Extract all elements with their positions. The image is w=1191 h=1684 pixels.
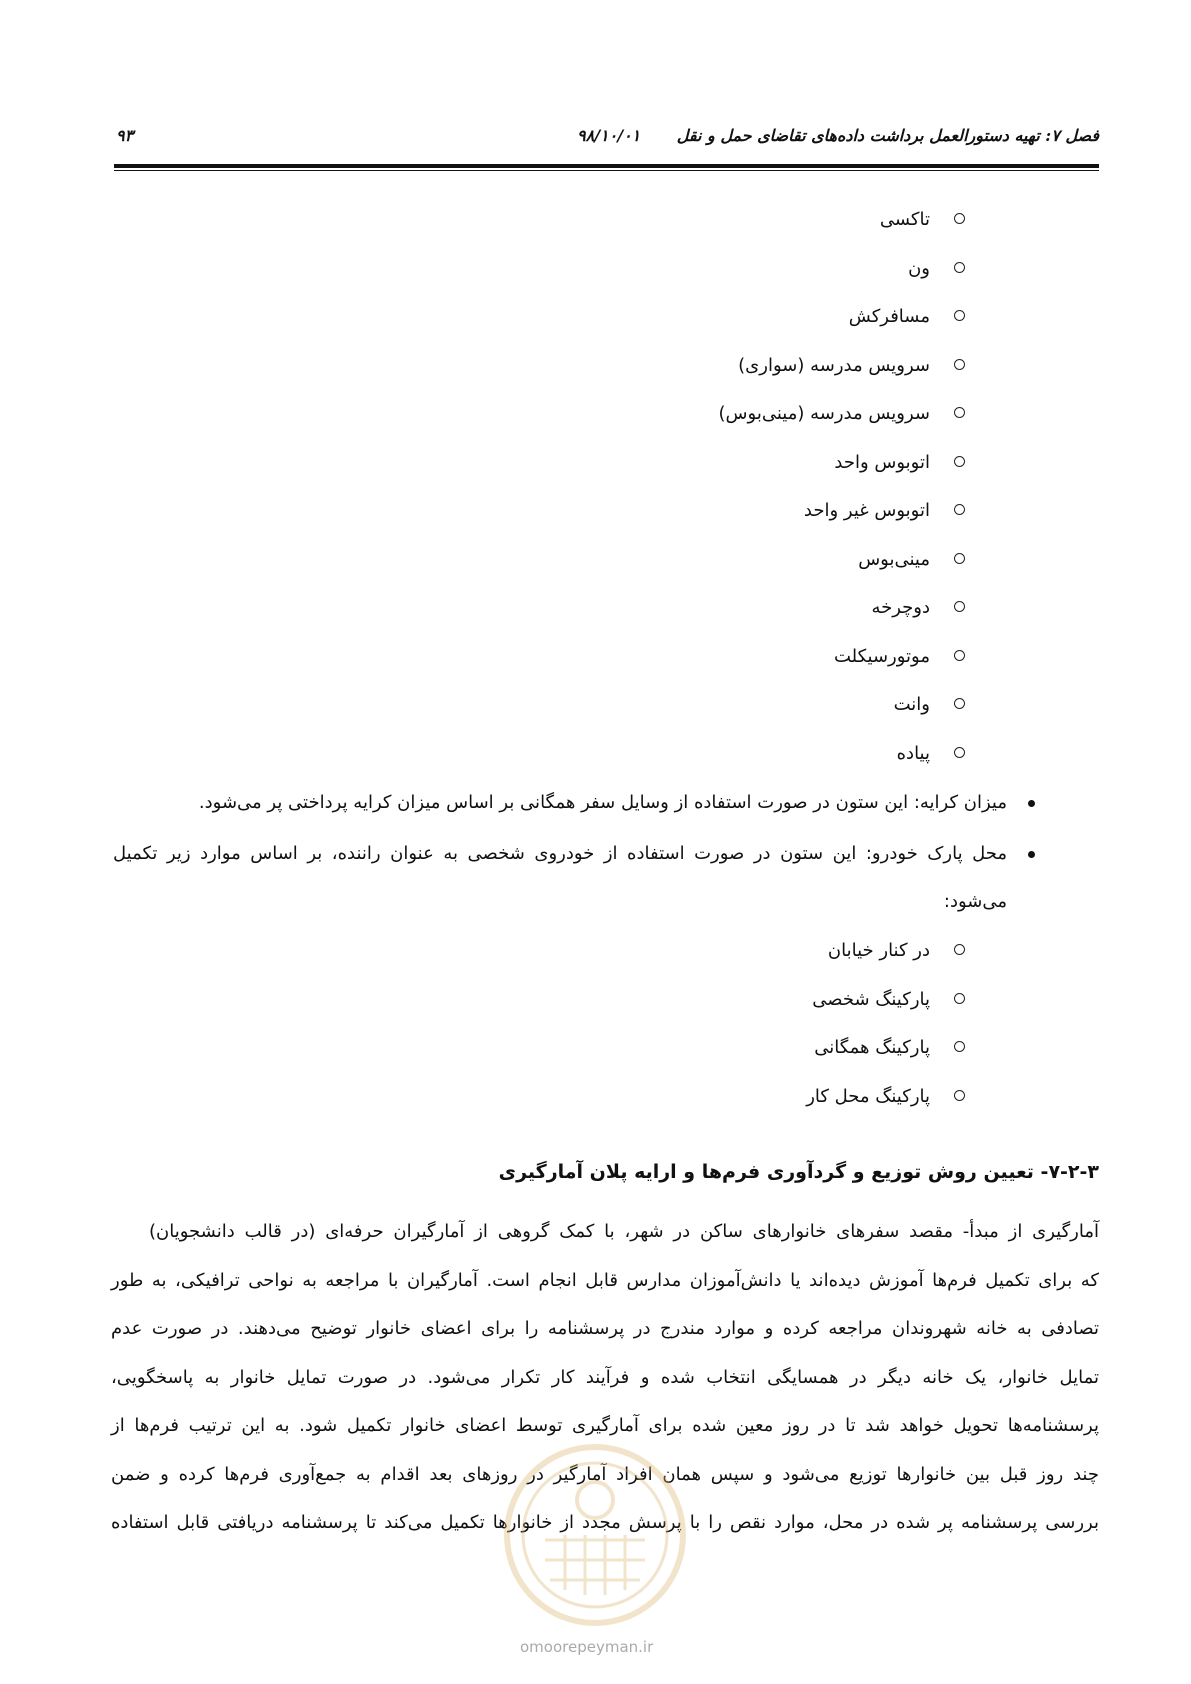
body-line: پرسشنامه‌ها تحویل خواهد شد تا در روز معین شده برای آمارگیری توسط اعضای خانوار تکمیل شود. به این ترتیب فرم‌ها از (111, 1415, 1099, 1436)
circle-bullet-icon (954, 213, 965, 224)
chapter-title: فصل ۷: تهیه دستورالعمل برداشت داده‌های تقاضای حمل و نقل (676, 126, 1099, 145)
watermark-site: omoorepeyman.ir (520, 1638, 654, 1656)
section-heading: ۷-۲-۳- تعیین روش توزیع و گردآوری فرم‌ها و ارایه پلان آمارگیری (498, 1161, 1099, 1183)
body-line: تصادفی به خانه شهروندان مراجعه کرده و موارد مندرج در پرسشنامه را برای اعضای خانوار توضیح می‌دهند. در صورت عدم (111, 1318, 1099, 1339)
body-line: تمایل خانوار، یک خانه دیگر در همسایگی انتخاب شده و فرآیند کار تکرار می‌شود. در صورت تمایل خانوار به پاسخگویی، (111, 1367, 1099, 1388)
header-rule-thin (114, 170, 1099, 171)
list-item: در کنار خیابان (828, 937, 965, 965)
body-line: که برای تکمیل فرم‌ها آموزش دیده‌اند یا دانش‌آموزان مدارس قابل انجام است. آمارگیران با مراجعه به نواحی ترافیکی، به طور (111, 1270, 1099, 1291)
circle-bullet-icon (954, 310, 965, 321)
circle-bullet-icon (954, 698, 965, 709)
circle-bullet-icon (954, 359, 965, 370)
circle-bullet-icon (954, 553, 965, 564)
list-item: مسافرکش (849, 303, 965, 331)
circle-bullet-icon (954, 747, 965, 758)
list-item: سرویس مدرسه (سواری) (738, 352, 965, 380)
circle-bullet-icon (954, 1041, 965, 1052)
parking-bullet-continuation: می‌شود: (943, 891, 1007, 912)
list-item: موتورسیکلت (834, 643, 965, 671)
circle-bullet-icon (954, 944, 965, 955)
body-line: آمارگیری از مبدأ- مقصد سفرهای خانوارهای ساکن در شهر، با کمک گروهی از آمارگیران حرفه‌ای (در قالب دانشجویان) (149, 1221, 1099, 1242)
circle-bullet-icon (954, 993, 965, 1004)
body-line: بررسی پرسشنامه پر شده در محل، موارد نقص را با پرسش مجدد از خانوارها تکمیل می‌کند تا پرسشنامه دریافتی قابل استفاده (111, 1512, 1099, 1533)
page-header (114, 126, 1099, 152)
page-number: ۹۳ (116, 126, 134, 145)
header-rule-thick (114, 164, 1099, 168)
list-item: وانت (894, 691, 965, 719)
list-item: پارکینگ محل کار (806, 1083, 965, 1111)
list-item: مینی‌بوس (858, 546, 965, 574)
circle-bullet-icon (954, 407, 965, 418)
list-item: سرویس مدرسه (مینی‌بوس) (719, 400, 965, 428)
circle-bullet-icon (954, 262, 965, 273)
bullet-dot-icon (1028, 851, 1035, 858)
circle-bullet-icon (954, 601, 965, 612)
circle-bullet-icon (954, 650, 965, 661)
list-item: دوچرخه (871, 594, 965, 622)
list-item: تاکسی (880, 206, 965, 234)
list-item: پارکینگ همگانی (814, 1034, 965, 1062)
circle-bullet-icon (954, 456, 965, 467)
circle-bullet-icon (954, 504, 965, 515)
watermark-seal-icon (500, 1440, 690, 1630)
list-item: ون (908, 255, 965, 283)
list-item: اتوبوس واحد (834, 449, 965, 477)
fare-bullet: میزان کرایه: این ستون در صورت استفاده از وسایل سفر همگانی بر اساس میزان کرایه پرداختی پر می‌شود. (199, 789, 1007, 817)
list-item: پیاده (897, 740, 965, 768)
body-line: چند روز قبل بین خانوارها توزیع می‌شود و سپس همان افراد آمارگیر در روزهای بعد اقدام به جمع‌آوری فرم‌ها کرده و ضمن (111, 1464, 1099, 1485)
list-item: اتوبوس غیر واحد (804, 497, 965, 525)
parking-bullet: محل پارک خودرو: این ستون در صورت استفاده از خودروی شخصی به عنوان راننده، بر اساس موارد زیر تکمیل (113, 840, 1007, 868)
header-date: ۹۸/۱۰/۰۱ (577, 126, 641, 145)
circle-bullet-icon (954, 1090, 965, 1101)
bullet-dot-icon (1028, 800, 1035, 807)
list-item: پارکینگ شخصی (812, 986, 965, 1014)
